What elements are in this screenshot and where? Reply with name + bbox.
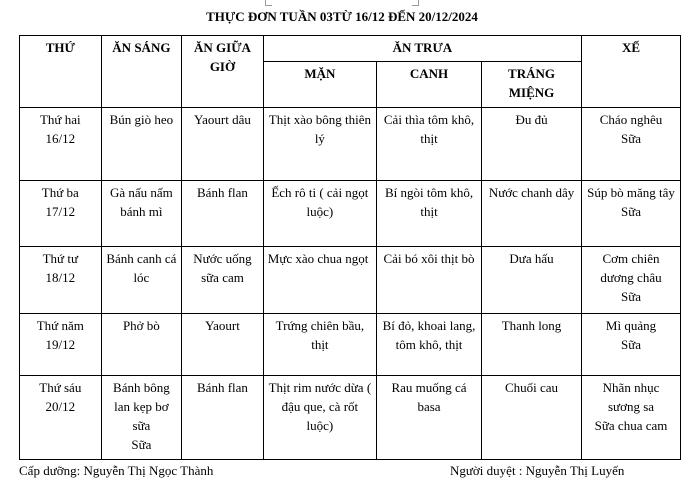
xe-cell: Cháo nghêu Sữa — [582, 108, 681, 181]
man-cell: Thịt xào bông thiên lý — [263, 108, 376, 181]
table-row — [20, 247, 681, 314]
day-cell: Thứ ba 17/12 — [20, 181, 102, 247]
an-sang-cell: Bánh bông lan kẹp bơ sữa Sữa — [101, 376, 182, 460]
table-row — [20, 376, 681, 460]
an-giua-gio-cell: Bánh flan — [182, 181, 264, 247]
day-cell: Thứ năm 19/12 — [20, 314, 102, 376]
xe-cell: Nhãn nhục sương sa Sữa chua cam — [582, 376, 681, 460]
header-trang-mieng: TRÁNG MIỆNG — [482, 62, 582, 108]
menu-table — [19, 35, 681, 460]
xe-cell: Mì quảng Sữa — [582, 314, 681, 376]
canh-cell: Cải thìa tôm khô, thịt — [376, 108, 481, 181]
table-row — [20, 108, 681, 181]
header-canh: CANH — [376, 62, 481, 108]
an-giua-gio-cell: Yaourt — [182, 314, 264, 376]
corner-mark-left — [265, 0, 272, 6]
header-thu: THỨ — [20, 36, 102, 108]
xe-cell: Súp bò măng tây Sữa — [582, 181, 681, 247]
an-giua-gio-cell: Nước uống sữa cam — [182, 247, 264, 314]
an-sang-cell: Gà nấu nấm bánh mì — [101, 181, 182, 247]
cap-duong-signature: Cấp dưỡng: Nguyễn Thị Ngọc Thành — [19, 463, 214, 478]
corner-mark-right — [412, 0, 419, 6]
nguoi-duyet-signature: Người duyệt : Nguyễn Thị Luyến — [450, 463, 625, 478]
trang-mieng-cell: Dưa hấu — [482, 247, 582, 314]
header-an-trua: ĂN TRƯA — [263, 36, 581, 62]
table-row — [20, 314, 681, 376]
man-cell: Trứng chiên bầu, thịt — [263, 314, 376, 376]
canh-cell: Rau muống cá basa — [376, 376, 481, 460]
header-xe: XẾ — [582, 36, 681, 108]
an-giua-gio-cell: Bánh flan — [182, 376, 264, 460]
page-title: THỰC ĐƠN TUẦN 03TỪ 16/12 ĐẾN 20/12/2024 — [206, 9, 478, 24]
trang-mieng-cell: Thanh long — [482, 314, 582, 376]
man-cell: Ếch rô ti ( cải ngọt luộc) — [263, 181, 376, 247]
an-giua-gio-cell: Yaourt dâu — [182, 108, 264, 181]
trang-mieng-cell: Nước chanh dây — [482, 181, 582, 247]
an-sang-cell: Bún giò heo — [101, 108, 182, 181]
header-man: MẶN — [263, 62, 376, 108]
trang-mieng-cell: Đu đủ — [482, 108, 582, 181]
man-cell: Mực xào chua ngọt — [263, 247, 376, 314]
day-cell: Thứ tư 18/12 — [20, 247, 102, 314]
day-cell: Thứ sáu 20/12 — [20, 376, 102, 460]
header-an-giua-gio: ĂN GIỮA GIỜ — [182, 36, 264, 108]
xe-cell: Cơm chiên dương châu Sữa — [582, 247, 681, 314]
canh-cell: Cải bó xôi thịt bò — [376, 247, 481, 314]
canh-cell: Bí ngòi tôm khô, thịt — [376, 181, 481, 247]
day-cell: Thứ hai 16/12 — [20, 108, 102, 181]
an-sang-cell: Bánh canh cá lóc — [101, 247, 182, 314]
man-cell: Thịt rim nước dừa ( đậu que, cà rốt luộc) — [263, 376, 376, 460]
table-row — [20, 181, 681, 247]
canh-cell: Bí đỏ, khoai lang, tôm khô, thịt — [376, 314, 481, 376]
an-sang-cell: Phở bò — [101, 314, 182, 376]
header-an-sang: ĂN SÁNG — [101, 36, 182, 108]
trang-mieng-cell: Chuối cau — [482, 376, 582, 460]
